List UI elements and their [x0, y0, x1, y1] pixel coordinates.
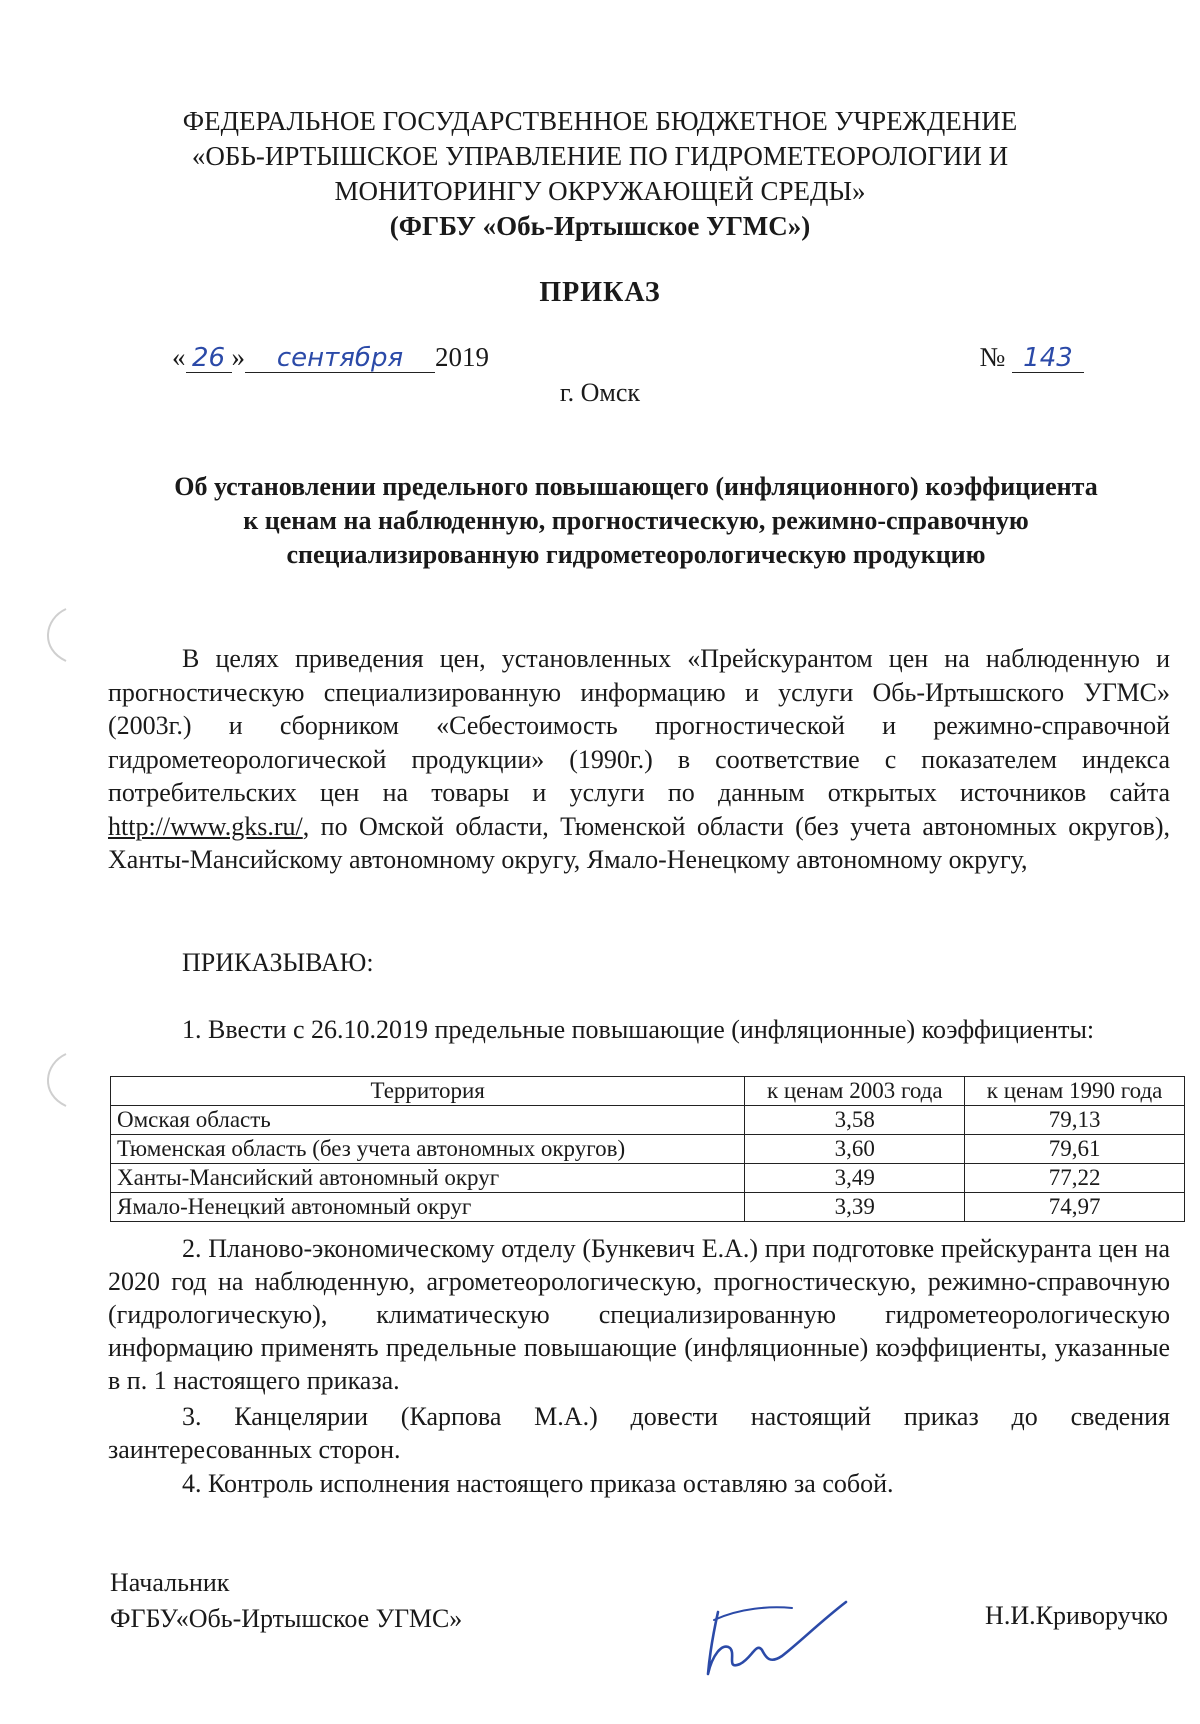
subject-line-3: специализированную гидрометеорологическую продукцию [286, 540, 986, 569]
order-word: ПРИКАЗЫВАЮ: [182, 948, 374, 977]
preamble-text: В целях приведения цен, установленных «Прейскурантом цен на наблюденную и прогностическую специализированную информацию и услуги Обь-Иртышского УГМС» (2003г.) и сборником «Себестоимость прогностической и режимно-справочной гидрометеорологической продукции» (1990г.) в соответствие с показателем индекса потребительских цен на товары и услуги по данным открытых источников сайта [108, 644, 1170, 807]
subject-line-1: Об установлении предельного повышающего (инфляционного) коэффициента [174, 472, 1098, 501]
date-year: 2019 [435, 342, 489, 372]
coef-2003-cell: 3,60 [745, 1135, 965, 1164]
org-short-name: (ФГБУ «Обь-Иртышское УГМС») [389, 211, 811, 241]
document-type-title: ПРИКАЗ [539, 277, 661, 308]
date-quote-close: » [231, 342, 245, 372]
territory-cell: Тюменская область (без учета автономных округов) [111, 1135, 745, 1164]
order-date [172, 342, 489, 373]
date-day: 26 [186, 344, 232, 373]
punch-hole-mark-icon [32, 605, 72, 665]
territory-cell: Омская область [111, 1106, 745, 1135]
territory-cell: Ханты-Мансийский автономный округ [111, 1164, 745, 1193]
header-1990: к ценам 1990 года [965, 1077, 1185, 1106]
number-label: № [979, 342, 1006, 372]
order-number [979, 342, 1084, 373]
date-month: сентября [245, 344, 435, 373]
order-subject [104, 470, 1168, 572]
organization-header [0, 104, 1200, 244]
date-quote-open: « [172, 342, 186, 372]
punch-hole-mark-icon [32, 1050, 72, 1110]
table-row [111, 1164, 1185, 1193]
coef-2003-cell: 3,49 [745, 1164, 965, 1193]
table-row [111, 1106, 1185, 1135]
item-4: 4. Контроль исполнения настоящего приказа оставляю за собой. [182, 1469, 894, 1498]
coefficients-table [110, 1076, 1185, 1222]
table-row [111, 1193, 1185, 1222]
header-territory: Территория [111, 1077, 745, 1106]
coef-2003-cell: 3,58 [745, 1106, 965, 1135]
territory-cell: Ямало-Ненецкий автономный округ [111, 1193, 745, 1222]
preamble-paragraph [108, 642, 1170, 877]
org-name-line-3: МОНИТОРИНГУ ОКРУЖАЮЩЕЙ СРЕДЫ» [334, 176, 866, 206]
coef-1990-cell: 74,97 [965, 1193, 1185, 1222]
signer-position-line-2: ФГБУ«Обь-Иртышское УГМС» [110, 1604, 463, 1633]
coef-1990-cell: 79,13 [965, 1106, 1185, 1135]
preamble-text-end: , по Омской области, Тюменской области (без учета автономных округов), Ханты-Мансийскому автономному округу, Ямало-Ненецкому автономному округу, [108, 811, 1170, 874]
coef-2003-cell: 3,39 [745, 1193, 965, 1222]
handwritten-signature-icon [700, 1590, 850, 1680]
item-3: 3. Канцелярии (Карпова М.А.) довести настоящий приказ до сведения заинтересованных сторон. [108, 1402, 1170, 1464]
number-value: 143 [1012, 344, 1084, 373]
coef-1990-cell: 79,61 [965, 1135, 1185, 1164]
subject-line-2: к ценам на наблюденную, прогностическую, режимно-справочную [243, 506, 1029, 535]
org-name-line-2: «ОБЬ-ИРТЫШСКОЕ УПРАВЛЕНИЕ ПО ГИДРОМЕТЕОРОЛОГИИ И [191, 141, 1009, 171]
gks-link[interactable]: http://www.gks.ru/ [108, 811, 303, 841]
signer-position-line-1: Начальник [110, 1568, 230, 1597]
item-2: 2. Планово-экономическому отделу (Бункевич Е.А.) при подготовке прейскуранта цен на 2020 год на наблюденную, агрометеорологическую, прогностическую, режимно-справочную (гидрологическую), климатическую специализированную гидрометеорологическую информацию применять предельные повышающие (инфляционные) коэффициенты, указанные в п. 1 настоящего приказа. [108, 1234, 1170, 1395]
item-1: 1. Ввести с 26.10.2019 предельные повышающие (инфляционные) коэффициенты: [182, 1015, 1095, 1044]
signer-name: Н.И.Криворучко [985, 1601, 1168, 1630]
table-row [111, 1135, 1185, 1164]
city: г. Омск [559, 378, 641, 407]
signer-position [110, 1565, 462, 1637]
coef-1990-cell: 77,22 [965, 1164, 1185, 1193]
org-name-line-1: ФЕДЕРАЛЬНОЕ ГОСУДАРСТВЕННОЕ БЮДЖЕТНОЕ УЧРЕЖДЕНИЕ [182, 106, 1018, 136]
header-2003: к ценам 2003 года [745, 1077, 965, 1106]
table-header-row [111, 1077, 1185, 1106]
